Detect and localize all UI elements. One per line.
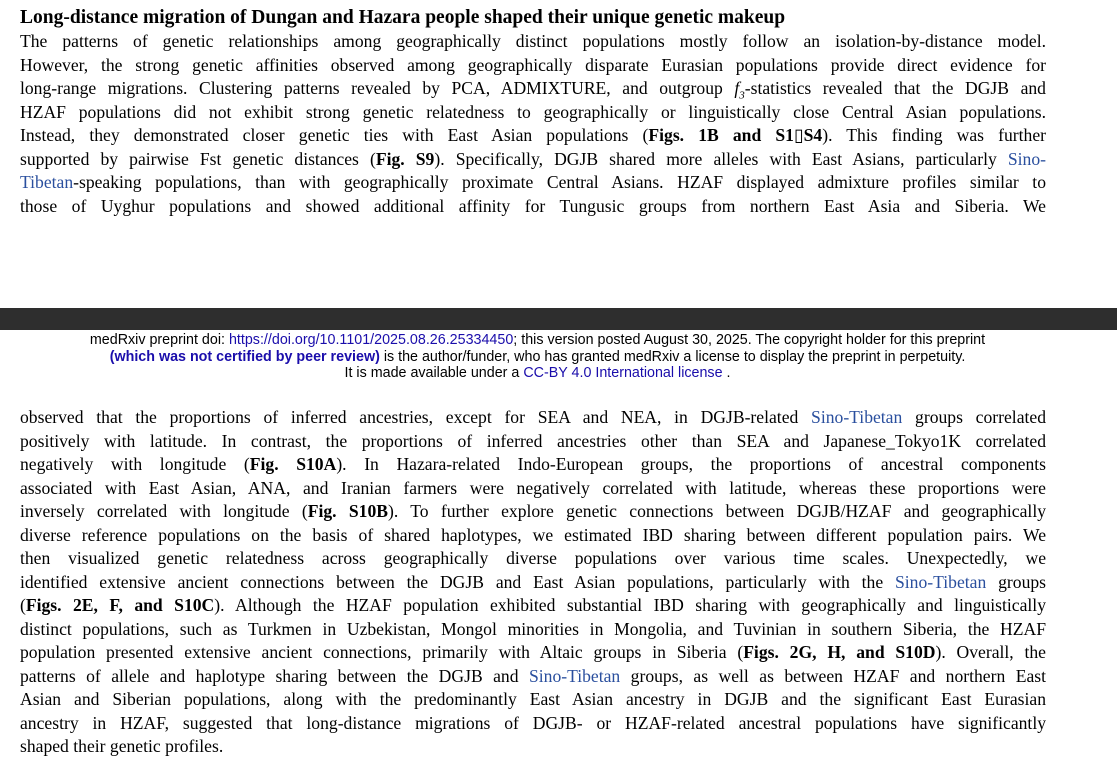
text-line: then visualized genetic relatedness across geographically diverse populations over various time scales. Unexpectedly, we [20,548,1046,568]
preprint-banner [0,332,1075,382]
banner-line-3: It is made available under a CC-BY 4.0 International license . [344,365,731,381]
text-line: negatively with longitude (Fig. S10A). In Hazara-related Indo-European groups, the proportions of ancestral components [20,454,1046,474]
figure-reference: Fig. S10A [249,454,337,474]
text-line: population presented extensive ancient connections, primarily with Altaic groups in Siberia (Figs. 2G, H, and S10D). Overall, the [20,642,1046,662]
doi-link[interactable]: https://doi.org/10.1101/2025.08.26.25334450 [228,332,514,348]
figure-reference: Fig. S10B [307,501,388,521]
text-line: (Figs. 2E, F, and S10C). Although the HZAF population exhibited substantial IBD sharing with geographically and linguistically [20,595,1046,615]
figure-reference: Fig. S9 [375,148,435,169]
text-line: positively with latitude. In contrast, the proportions of inferred ancestries other than SEA and Japanese_Tokyo1K correlated [20,430,1046,451]
text-line: supported by pairwise Fst genetic distances (Fig. S9). Specifically, DGJB shared more alleles with East Asians, particularly Sino- [20,148,1047,169]
text-line: Instead, they demonstrated closer genetic ties with East Asian populations (Figs. 1B and S1▯S4). This finding was further [20,125,1046,145]
section-heading: Long-distance migration of Dungan and Hazara people shaped their unique genetic makeup [20,7,786,28]
text-line: HZAF populations did not exhibit strong genetic relatedness to geographically or linguistically close Central Asian populations. [20,101,1046,122]
text-line: observed that the proportions of inferred ancestries, except for SEA and NEA, in DGJB-related Sino-Tibetan groups correlated [20,407,1046,427]
figure-reference: Figs. 1B and S1▯S4 [648,125,823,145]
text-line: diverse reference populations on the basis of shared haplotypes, we estimated IBD sharing between different population pairs. We [20,524,1046,545]
banner-line-2: (which was not certified by peer review) is the author/funder, who has granted medRxiv a license to display the preprint in perpetuity. [109,348,966,365]
text-line: identified extensive ancient connections between the DGJB and East Asian populations, particularly with the Sino-Tibetan groups [20,571,1047,592]
page-top-section [0,0,1117,308]
license-link[interactable]: CC-BY 4.0 International license [523,365,723,381]
text-line: distinct populations, such as Turkmen in Uzbekistan, Mongol minorities in Mongolia, and Tuvinian in southern Siberia, the HZAF [20,618,1046,639]
text-line: ancestry in HZAF, suggested that long-distance migrations of DGJB- or HZAF-related ancestral populations have significantly [20,712,1046,733]
banner-line-1: medRxiv preprint doi: https://doi.org/10.1101/2025.08.26.25334450; this version posted August 30, 2025. The copyright holder for this preprint [89,332,986,348]
text-line: However, the strong genetic affinities observed among geographically disparate Eurasian populations provide direct evidence for [20,54,1046,75]
text-line: patterns of allele and haplotype sharing between the DGJB and Sino-Tibetan groups, as well as between HZAF and northern East [20,665,1046,686]
text-line: those of Uyghur populations and showed additional affinity for Tungusic groups from northern East Asia and Siberia. We [20,195,1046,216]
text-line: Asian and Siberian populations, along with the predominantly East Asian ancestry in DGJB and the significant East Eurasian [20,689,1046,709]
paragraph-1 [20,30,1046,218]
not-certified-notice: (which was not certified by peer review) [109,348,380,365]
text-line: The patterns of genetic relationships among geographically distinct populations mostly follow an isolation-by-distance model. [20,31,1046,51]
figure-reference: Figs. 2E, F, and S10C [25,595,215,615]
text-line: inversely correlated with longitude (Fig. S10B). To further explore genetic connections between DGJB/HZAF and geographically [20,501,1047,521]
text-line: associated with East Asian, ANA, and Iranian farmers were negatively correlated with latitude, whereas these proportions were [20,477,1046,498]
page-break-bar [0,308,1117,330]
paragraph-2 [20,406,1046,759]
text-line: long-range migrations. Clustering patterns revealed by PCA, ADMIXTURE, and outgroup $f_3$-statistics revealed that the DGJB and [20,78,1046,102]
figure-reference: Figs. 2G, H, and S10D [743,642,936,662]
text-line: shaped their genetic profiles. [20,736,224,756]
text-line: Tibetan-speaking populations, than with geographically proximate Central Asians. HZAF displayed admixture profiles similar to [20,172,1046,192]
